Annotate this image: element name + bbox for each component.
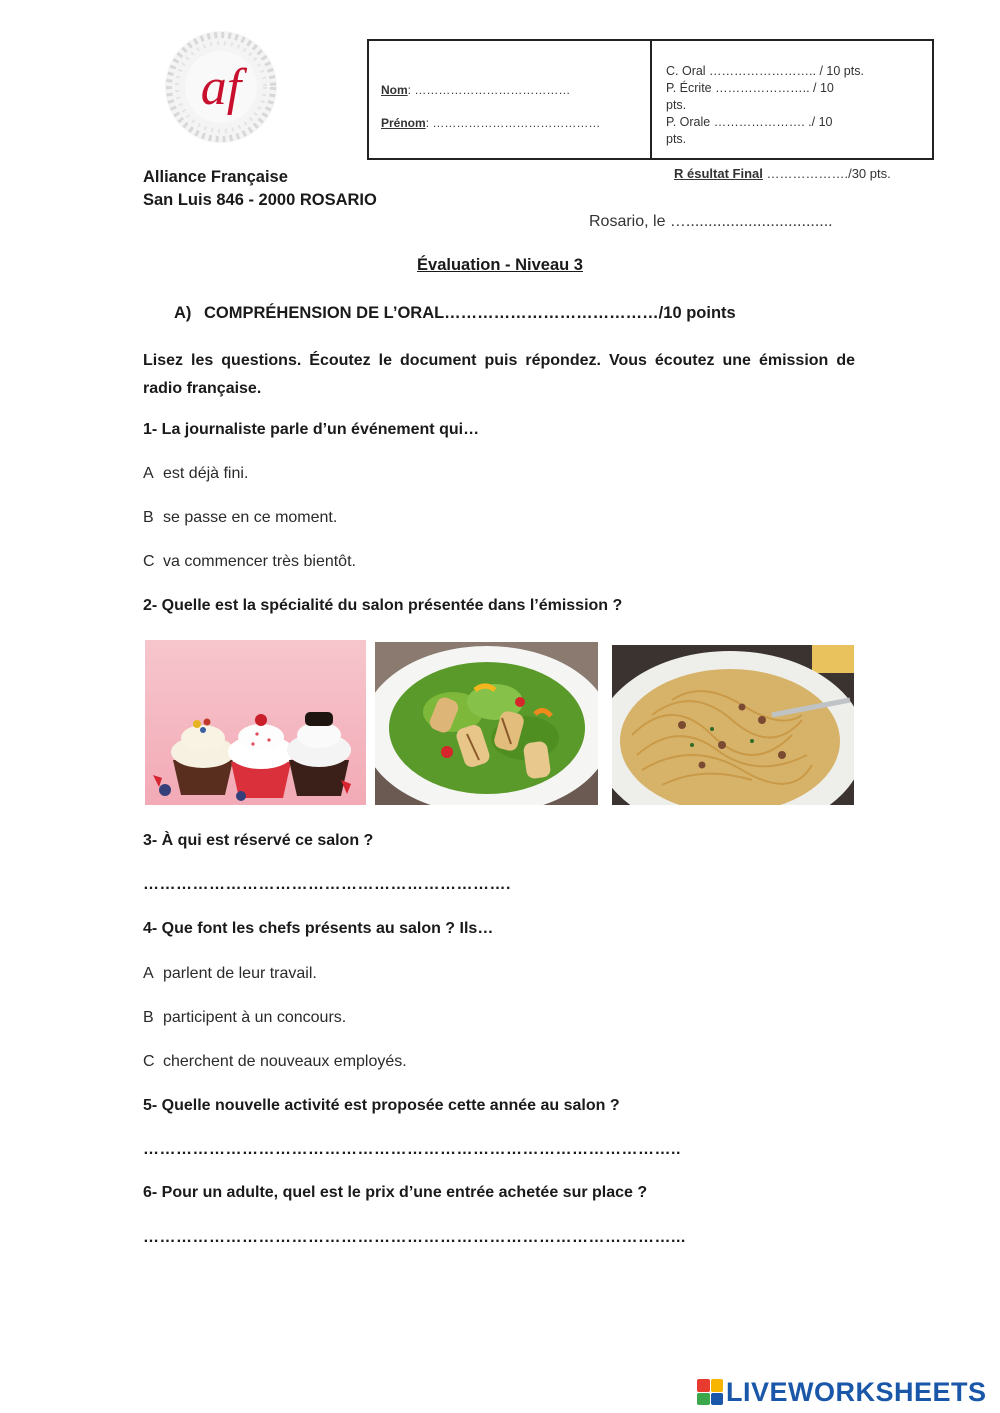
organization-block xyxy=(143,166,377,212)
question-2: 2- Quelle est la spécialité du salon présentée dans l’émission ? xyxy=(143,597,623,614)
score-ecrite: P. Écrite ………………….. / 10 xyxy=(666,81,834,95)
salad-image[interactable] xyxy=(375,642,598,805)
pasta-image[interactable] xyxy=(612,645,854,805)
question-1: 1- La journaliste parle d’un événement qui… xyxy=(143,421,480,438)
score-ecrite-unit: pts. xyxy=(666,98,687,112)
q5-answer-line[interactable]: …………………………………………………………………………………….. xyxy=(143,1141,681,1158)
svg-text:af: af xyxy=(200,59,242,116)
page-title: Évaluation - Niveau 3 xyxy=(417,256,583,274)
score-oral: C. Oral …………………….. / 10 pts. xyxy=(666,64,864,78)
final-result: R ésultat Final ………………./30 pts. xyxy=(674,166,891,181)
q3-answer-line[interactable]: …………………………………………………………. xyxy=(143,876,511,893)
liveworksheets-watermark[interactable]: LIVEWORKSHEETS xyxy=(697,1375,987,1409)
liveworksheets-icon xyxy=(697,1379,723,1405)
box-divider xyxy=(650,41,652,158)
question-3: 3- À qui est réservé ce salon ? xyxy=(143,832,374,849)
firstname-field[interactable]: Prénom: …………………………………… xyxy=(381,116,601,130)
q4-option-b[interactable]: B participent à un concours. xyxy=(143,1009,347,1026)
q6-answer-line[interactable]: ……………………………………………………………………………………... xyxy=(143,1229,686,1246)
score-orale-unit: pts. xyxy=(666,132,687,146)
q1-option-b[interactable]: B se passe en ce moment. xyxy=(143,509,338,526)
org-address: San Luis 846 - 2000 ROSARIO xyxy=(143,191,377,209)
question-6: 6- Pour un adulte, quel est le prix d’une entrée achetée sur place ? xyxy=(143,1184,648,1201)
score-orale: P. Orale …………………. ./ 10 xyxy=(666,115,833,129)
date-line[interactable]: Rosario, le …................................. xyxy=(589,213,833,230)
question-5: 5- Quelle nouvelle activité est proposée cette année au salon ? xyxy=(143,1097,620,1114)
org-name: Alliance Française xyxy=(143,168,288,186)
instructions: Lisez les questions. Écoutez le document puis répondez. Vous écoutez une émission de radio française. xyxy=(143,352,855,397)
q1-option-a[interactable]: A est déjà fini. xyxy=(143,465,249,482)
q4-option-a[interactable]: A parlent de leur travail. xyxy=(143,965,317,982)
q1-option-c[interactable]: C va commencer très bientôt. xyxy=(143,553,356,570)
question-4: 4- Que font les chefs présents au salon ? Ils… xyxy=(143,920,494,937)
name-field[interactable]: Nom: ………………………………… xyxy=(381,83,571,97)
q4-option-c[interactable]: C cherchent de nouveaux employés. xyxy=(143,1053,407,1070)
cupcakes-image[interactable] xyxy=(145,640,366,805)
alliance-francaise-logo xyxy=(160,28,282,146)
student-info-box xyxy=(367,39,934,160)
section-heading: A) COMPRÉHENSION DE L’ORAL…………………………………/10 points xyxy=(174,304,736,322)
score-summary xyxy=(666,63,921,148)
